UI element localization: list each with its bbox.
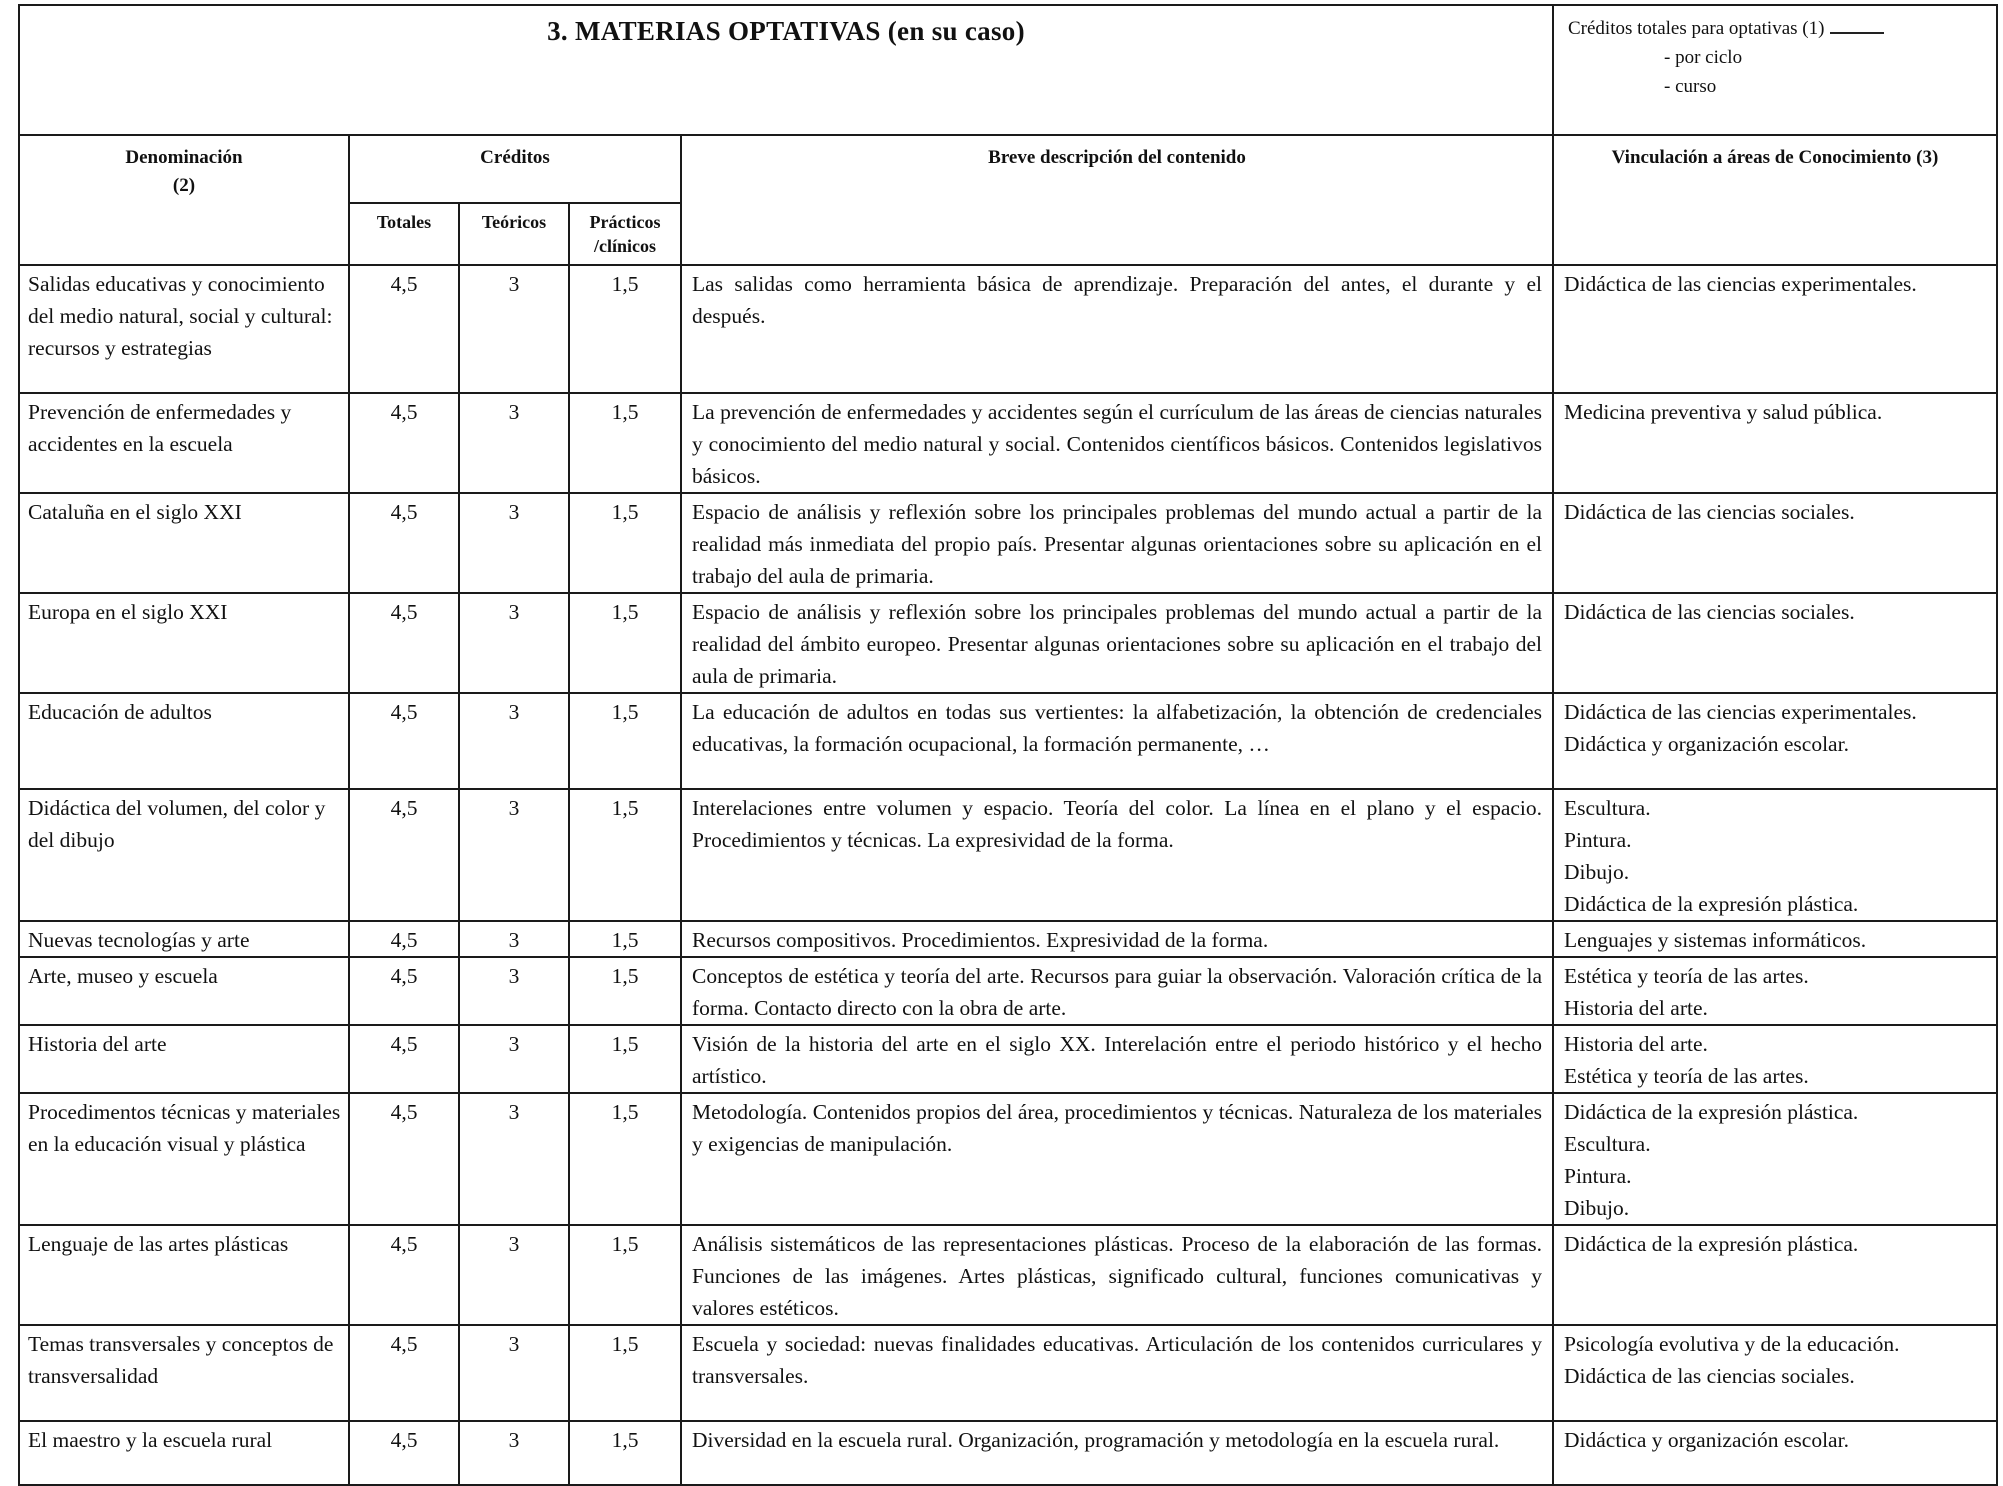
subject-name: Didáctica del volumen, del color y del dibujo	[19, 789, 349, 921]
credits-teoricos: 3	[459, 1225, 569, 1325]
knowledge-area-item: Lenguajes y sistemas informáticos.	[1564, 928, 1867, 952]
credits-practicos: 1,5	[569, 1325, 681, 1421]
credits-practicos: 1,5	[569, 265, 681, 393]
header-denominacion: Denominación (2)	[19, 135, 349, 265]
subject-name: Procedimentos técnicas y materiales en la educación visual y plástica	[19, 1093, 349, 1225]
knowledge-area-item: Medicina preventiva y salud pública.	[1564, 400, 1883, 424]
knowledge-areas	[1553, 593, 1997, 693]
credits-totales: 4,5	[349, 393, 459, 493]
table-row	[19, 1093, 1997, 1225]
credits-practicos: 1,5	[569, 957, 681, 1025]
subject-description: La prevención de enfermedades y accidentes según el currículum de las áreas de ciencias naturales y conocimiento del medio natural y social. Contenidos científicos básicos. Contenidos legislativos básicos.	[681, 393, 1553, 493]
table-row	[19, 1225, 1997, 1325]
knowledge-area-item: Dibujo.	[1564, 1196, 1630, 1220]
subject-name: Educación de adultos	[19, 693, 349, 789]
table-row	[19, 789, 1997, 921]
table-row	[19, 593, 1997, 693]
knowledge-area-item: Didáctica y organización escolar.	[1564, 732, 1849, 756]
subject-name: El maestro y la escuela rural	[19, 1421, 349, 1485]
credits-practicos: 1,5	[569, 393, 681, 493]
subject-description: Metodología. Contenidos propios del área, procedimientos y técnicas. Naturaleza de los materiales y exigencias de manipulación.	[681, 1093, 1553, 1225]
credits-practicos: 1,5	[569, 789, 681, 921]
credits-totales: 4,5	[349, 1325, 459, 1421]
page-title: 3. MATERIAS OPTATIVAS (en su caso)	[547, 16, 1025, 46]
knowledge-areas	[1553, 921, 1997, 957]
subject-name: Historia del arte	[19, 1025, 349, 1093]
knowledge-areas	[1553, 1421, 1997, 1485]
credits-teoricos: 3	[459, 1325, 569, 1421]
credits-total-label: Créditos totales para optativas (1)	[1568, 18, 1825, 39]
header-totales: Totales	[349, 203, 459, 265]
credits-teoricos: 3	[459, 265, 569, 393]
knowledge-areas	[1553, 789, 1997, 921]
credits-totales: 4,5	[349, 693, 459, 789]
credits-teoricos: 3	[459, 393, 569, 493]
table-title-row	[19, 5, 1997, 135]
credits-teoricos: 3	[459, 593, 569, 693]
knowledge-area-item: Didáctica de las ciencias sociales.	[1564, 600, 1855, 624]
credits-practicos: 1,5	[569, 1225, 681, 1325]
optativas-table	[18, 4, 1998, 1486]
table-row	[19, 957, 1997, 1025]
knowledge-areas	[1553, 1093, 1997, 1225]
knowledge-area-item: Escultura.	[1564, 796, 1651, 820]
credits-practicos: 1,5	[569, 1421, 681, 1485]
credits-totales: 4,5	[349, 789, 459, 921]
header-creditos: Créditos	[349, 135, 681, 203]
credits-total-blank	[1830, 16, 1884, 34]
knowledge-areas	[1553, 1225, 1997, 1325]
credits-practicos: 1,5	[569, 493, 681, 593]
knowledge-areas	[1553, 265, 1997, 393]
table-row	[19, 493, 1997, 593]
credits-totales: 4,5	[349, 1225, 459, 1325]
subject-description: Espacio de análisis y reflexión sobre los principales problemas del mundo actual a partir de la realidad del ámbito europeo. Presentar algunas orientaciones sobre su aplicación en el trabajo del aula de primaria.	[681, 593, 1553, 693]
header-vinculacion: Vinculación a áreas de Conocimiento (3)	[1553, 135, 1997, 265]
header-teoricos: Teóricos	[459, 203, 569, 265]
credits-teoricos: 3	[459, 789, 569, 921]
credits-teoricos: 3	[459, 1025, 569, 1093]
per-cycle-label: - por ciclo	[1664, 47, 1743, 68]
subject-description: Visión de la historia del arte en el siglo XX. Interelación entre el periodo histórico y el hecho artístico.	[681, 1025, 1553, 1093]
credits-teoricos: 3	[459, 1093, 569, 1225]
credits-totales: 4,5	[349, 921, 459, 957]
knowledge-areas	[1553, 1325, 1997, 1421]
credits-totales: 4,5	[349, 1025, 459, 1093]
table-row	[19, 265, 1997, 393]
knowledge-area-item: Pintura.	[1564, 1164, 1632, 1188]
knowledge-area-item: Didáctica de la expresión plástica.	[1564, 1100, 1859, 1124]
credits-totales: 4,5	[349, 1093, 459, 1225]
knowledge-area-item: Didáctica de las ciencias sociales.	[1564, 1364, 1855, 1388]
knowledge-area-item: Didáctica de las ciencias sociales.	[1564, 500, 1855, 524]
knowledge-area-item: Didáctica de la expresión plástica.	[1564, 1232, 1859, 1256]
credits-practicos: 1,5	[569, 921, 681, 957]
knowledge-area-item: Estética y teoría de las artes.	[1564, 1064, 1809, 1088]
subject-description: Escuela y sociedad: nuevas finalidades educativas. Articulación de los contenidos curriculares y transversales.	[681, 1325, 1553, 1421]
knowledge-areas	[1553, 493, 1997, 593]
credits-teoricos: 3	[459, 957, 569, 1025]
credits-totales: 4,5	[349, 493, 459, 593]
credits-summary-cell	[1553, 5, 1997, 135]
credits-totales: 4,5	[349, 593, 459, 693]
per-course-label: - curso	[1664, 76, 1717, 97]
table-body	[19, 265, 1997, 1485]
subject-description: La educación de adultos en todas sus vertientes: la alfabetización, la obtención de credenciales educativas, la formación ocupacional, la formación permanente, …	[681, 693, 1553, 789]
credits-teoricos: 3	[459, 921, 569, 957]
credits-teoricos: 3	[459, 693, 569, 789]
table-row	[19, 1025, 1997, 1093]
table-row	[19, 393, 1997, 493]
header-practicos: Prácticos /clínicos	[569, 203, 681, 265]
knowledge-area-item: Estética y teoría de las artes.	[1564, 964, 1809, 988]
knowledge-area-item: Didáctica y organización escolar.	[1564, 1428, 1849, 1452]
subject-name: Prevención de enfermedades y accidentes en la escuela	[19, 393, 349, 493]
knowledge-area-item: Escultura.	[1564, 1132, 1651, 1156]
credits-totales: 4,5	[349, 265, 459, 393]
knowledge-areas	[1553, 1025, 1997, 1093]
credits-totales: 4,5	[349, 1421, 459, 1485]
knowledge-area-item: Historia del arte.	[1564, 1032, 1708, 1056]
column-header-row	[19, 135, 1997, 203]
credits-teoricos: 3	[459, 1421, 569, 1485]
knowledge-area-item: Pintura.	[1564, 828, 1632, 852]
table-row	[19, 921, 1997, 957]
subject-name: Cataluña en el siglo XXI	[19, 493, 349, 593]
credits-teoricos: 3	[459, 493, 569, 593]
subject-description: Diversidad en la escuela rural. Organización, programación y metodología en la escuela rural.	[681, 1421, 1553, 1485]
knowledge-areas	[1553, 957, 1997, 1025]
table-row	[19, 693, 1997, 789]
subject-name: Arte, museo y escuela	[19, 957, 349, 1025]
credits-practicos: 1,5	[569, 693, 681, 789]
credits-practicos: 1,5	[569, 1025, 681, 1093]
subject-description: Interelaciones entre volumen y espacio. Teoría del color. La línea en el plano y el espacio. Procedimientos y técnicas. La expresividad de la forma.	[681, 789, 1553, 921]
subject-name: Lenguaje de las artes plásticas	[19, 1225, 349, 1325]
subject-description: Las salidas como herramienta básica de aprendizaje. Preparación del antes, el durante y el después.	[681, 265, 1553, 393]
credits-practicos: 1,5	[569, 1093, 681, 1225]
subject-name: Europa en el siglo XXI	[19, 593, 349, 693]
knowledge-area-item: Dibujo.	[1564, 860, 1630, 884]
knowledge-area-item: Didáctica de las ciencias experimentales.	[1564, 700, 1917, 724]
knowledge-area-item: Didáctica de las ciencias experimentales.	[1564, 272, 1917, 296]
subject-description: Análisis sistemáticos de las representaciones plásticas. Proceso de la elaboración de las formas. Funciones de las imágenes. Artes plásticas, significado cultural, funciones comunicativas y valores estéticos.	[681, 1225, 1553, 1325]
header-descripcion: Breve descripción del contenido	[681, 135, 1553, 265]
table-row	[19, 1325, 1997, 1421]
subject-name: Temas transversales y conceptos de transversalidad	[19, 1325, 349, 1421]
knowledge-area-item: Historia del arte.	[1564, 996, 1708, 1020]
subject-description: Conceptos de estética y teoría del arte. Recursos para guiar la observación. Valoración crítica de la forma. Contacto directo con la obra de arte.	[681, 957, 1553, 1025]
table-row	[19, 1421, 1997, 1485]
knowledge-area-item: Psicología evolutiva y de la educación.	[1564, 1332, 1900, 1356]
knowledge-area-item: Didáctica de la expresión plástica.	[1564, 892, 1859, 916]
knowledge-areas	[1553, 693, 1997, 789]
credits-practicos: 1,5	[569, 593, 681, 693]
subject-description: Recursos compositivos. Procedimientos. Expresividad de la forma.	[681, 921, 1553, 957]
title-cell	[19, 5, 1553, 135]
subject-description: Espacio de análisis y reflexión sobre los principales problemas del mundo actual a partir de la realidad más inmediata del propio país. Presentar algunas orientaciones sobre su aplicación en el trabajo del aula de primaria.	[681, 493, 1553, 593]
subject-name: Nuevas tecnologías y arte	[19, 921, 349, 957]
credits-totales: 4,5	[349, 957, 459, 1025]
knowledge-areas	[1553, 393, 1997, 493]
subject-name: Salidas educativas y conocimiento del medio natural, social y cultural: recursos y estrategias	[19, 265, 349, 393]
